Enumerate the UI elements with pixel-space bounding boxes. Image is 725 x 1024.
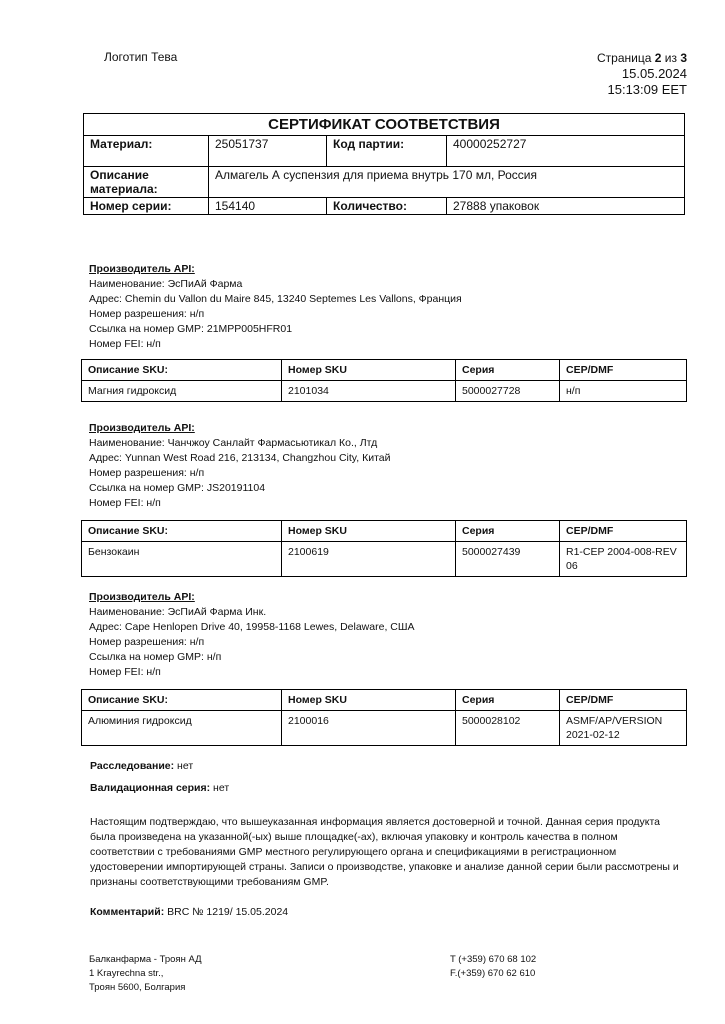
sku-series: 5000028102 (456, 711, 560, 746)
sku-header-description: Описание SKU: (82, 690, 282, 711)
material-label: Материал: (84, 136, 209, 167)
manufacturer-address: Адрес: Chemin du Vallon du Maire 845, 13240 Septemes Les Vallons, Франция (89, 293, 462, 305)
sku-header-cep: CEP/DMF (560, 360, 687, 381)
material-value: 25051737 (209, 136, 327, 167)
footer-address (89, 953, 202, 995)
footer-street: 1 Krayrechna str., (89, 968, 164, 979)
sku-number: 2100016 (282, 711, 456, 746)
footer-city: Троян 5600, Болгария (89, 982, 186, 993)
validation-series: Валидационная серия: нет (90, 782, 230, 794)
manufacturer-name: Наименование: Чанчжоу Санлайт Фармасьютикал Ко., Лтд (89, 437, 378, 449)
manufacturer-block (89, 421, 390, 511)
footer-contacts (450, 953, 536, 981)
sku-description: Магния гидроксид (82, 381, 282, 402)
sku-table (81, 520, 687, 577)
logo-placeholder: Логотип Тева (104, 50, 178, 64)
footer-company: Балканфарма - Троян АД (89, 954, 202, 965)
statement-text: Настоящим подтверждаю, что вышеуказанная информация является достоверной и точной. Данная серия продукта была произведена на указанной(-ых) выше площадке(-ах), включая упаковку и контроль качества в полном соответствии с требованиями GMP местного регулирующего органа и спецификациями в регистрационном удостоверении импортирующей страны. Записи о производстве, упаковке и анализе данной серии были рассмотрены и признаны соответствующими требованиям GMP. (90, 816, 679, 888)
sku-cep: ASMF/AP/VERSION 2021-02-12 (560, 711, 687, 746)
manufacturer-gmp: Ссылка на номер GMP: JS20191104 (89, 482, 266, 494)
certificate-title: СЕРТИФИКАТ СООТВЕТСТВИЯ (84, 114, 685, 136)
document-date: 15.05.2024 (621, 66, 687, 81)
series-label: Номер серии: (84, 198, 209, 215)
manufacturer-address: Адрес: Cape Henlopen Drive 40, 19958-1168 Lewes, Delaware, США (89, 621, 415, 633)
quantity-label: Количество: (327, 198, 447, 215)
sku-table (81, 359, 687, 402)
batch-label: Код партии: (327, 136, 447, 167)
sku-series: 5000027439 (456, 542, 560, 577)
batch-value: 40000252727 (447, 136, 685, 167)
manufacturer-permit: Номер разрешения: н/п (89, 467, 205, 479)
manufacturer-gmp: Ссылка на номер GMP: н/п (89, 651, 222, 663)
footer-fax: F.(+359) 670 62 610 (450, 968, 536, 979)
sku-description: Алюминия гидроксид (82, 711, 282, 746)
manufacturer-name: Наименование: ЭсПиАй Фарма (89, 278, 243, 290)
manufacturer-heading: Производитель API: (89, 422, 195, 434)
description-value: Алмагель А суспензия для приема внутрь 170 мл, Россия (209, 167, 685, 198)
sku-table (81, 689, 687, 746)
sku-number: 2101034 (282, 381, 456, 402)
series-value: 154140 (209, 198, 327, 215)
page-info (597, 50, 687, 98)
investigation: Расследование: нет (90, 760, 194, 772)
sku-header-series: Серия (456, 360, 560, 381)
manufacturer-name: Наименование: ЭсПиАй Фарма Инк. (89, 606, 267, 618)
manufacturer-permit: Номер разрешения: н/п (89, 636, 205, 648)
sku-header-number: Номер SKU (282, 690, 456, 711)
sku-header-series: Серия (456, 521, 560, 542)
sku-cep: н/п (560, 381, 687, 402)
quantity-value: 27888 упаковок (447, 198, 685, 215)
page-number: Страница 2 из 3 (597, 51, 687, 65)
manufacturer-heading: Производитель API: (89, 263, 195, 275)
sku-cep: R1-CEP 2004-008-REV 06 (560, 542, 687, 577)
sku-header-description: Описание SKU: (82, 521, 282, 542)
sku-header-cep: CEP/DMF (560, 690, 687, 711)
document-time: 15:13:09 EET (607, 82, 687, 97)
sku-series: 5000027728 (456, 381, 560, 402)
manufacturer-fei: Номер FEI: н/п (89, 338, 161, 350)
sku-header-number: Номер SKU (282, 521, 456, 542)
manufacturer-block (89, 262, 462, 352)
sku-header-description: Описание SKU: (82, 360, 282, 381)
manufacturer-block (89, 590, 415, 680)
sku-header-number: Номер SKU (282, 360, 456, 381)
manufacturer-fei: Номер FEI: н/п (89, 666, 161, 678)
certificate-table (83, 113, 685, 215)
description-label: Описание материала: (84, 167, 209, 198)
footer-phone: T (+359) 670 68 102 (450, 954, 537, 965)
sku-number: 2100619 (282, 542, 456, 577)
manufacturer-address: Адрес: Yunnan West Road 216, 213134, Changzhou City, Китай (89, 452, 391, 464)
manufacturer-heading: Производитель API: (89, 591, 195, 603)
comment: Комментарий: BRC № 1219/ 15.05.2024 (90, 906, 289, 918)
manufacturer-permit: Номер разрешения: н/п (89, 308, 205, 320)
sku-description: Бензокаин (82, 542, 282, 577)
manufacturer-gmp: Ссылка на номер GMP: 21MPP005HFR01 (89, 323, 293, 335)
sku-header-series: Серия (456, 690, 560, 711)
sku-header-cep: CEP/DMF (560, 521, 687, 542)
manufacturer-fei: Номер FEI: н/п (89, 497, 161, 509)
